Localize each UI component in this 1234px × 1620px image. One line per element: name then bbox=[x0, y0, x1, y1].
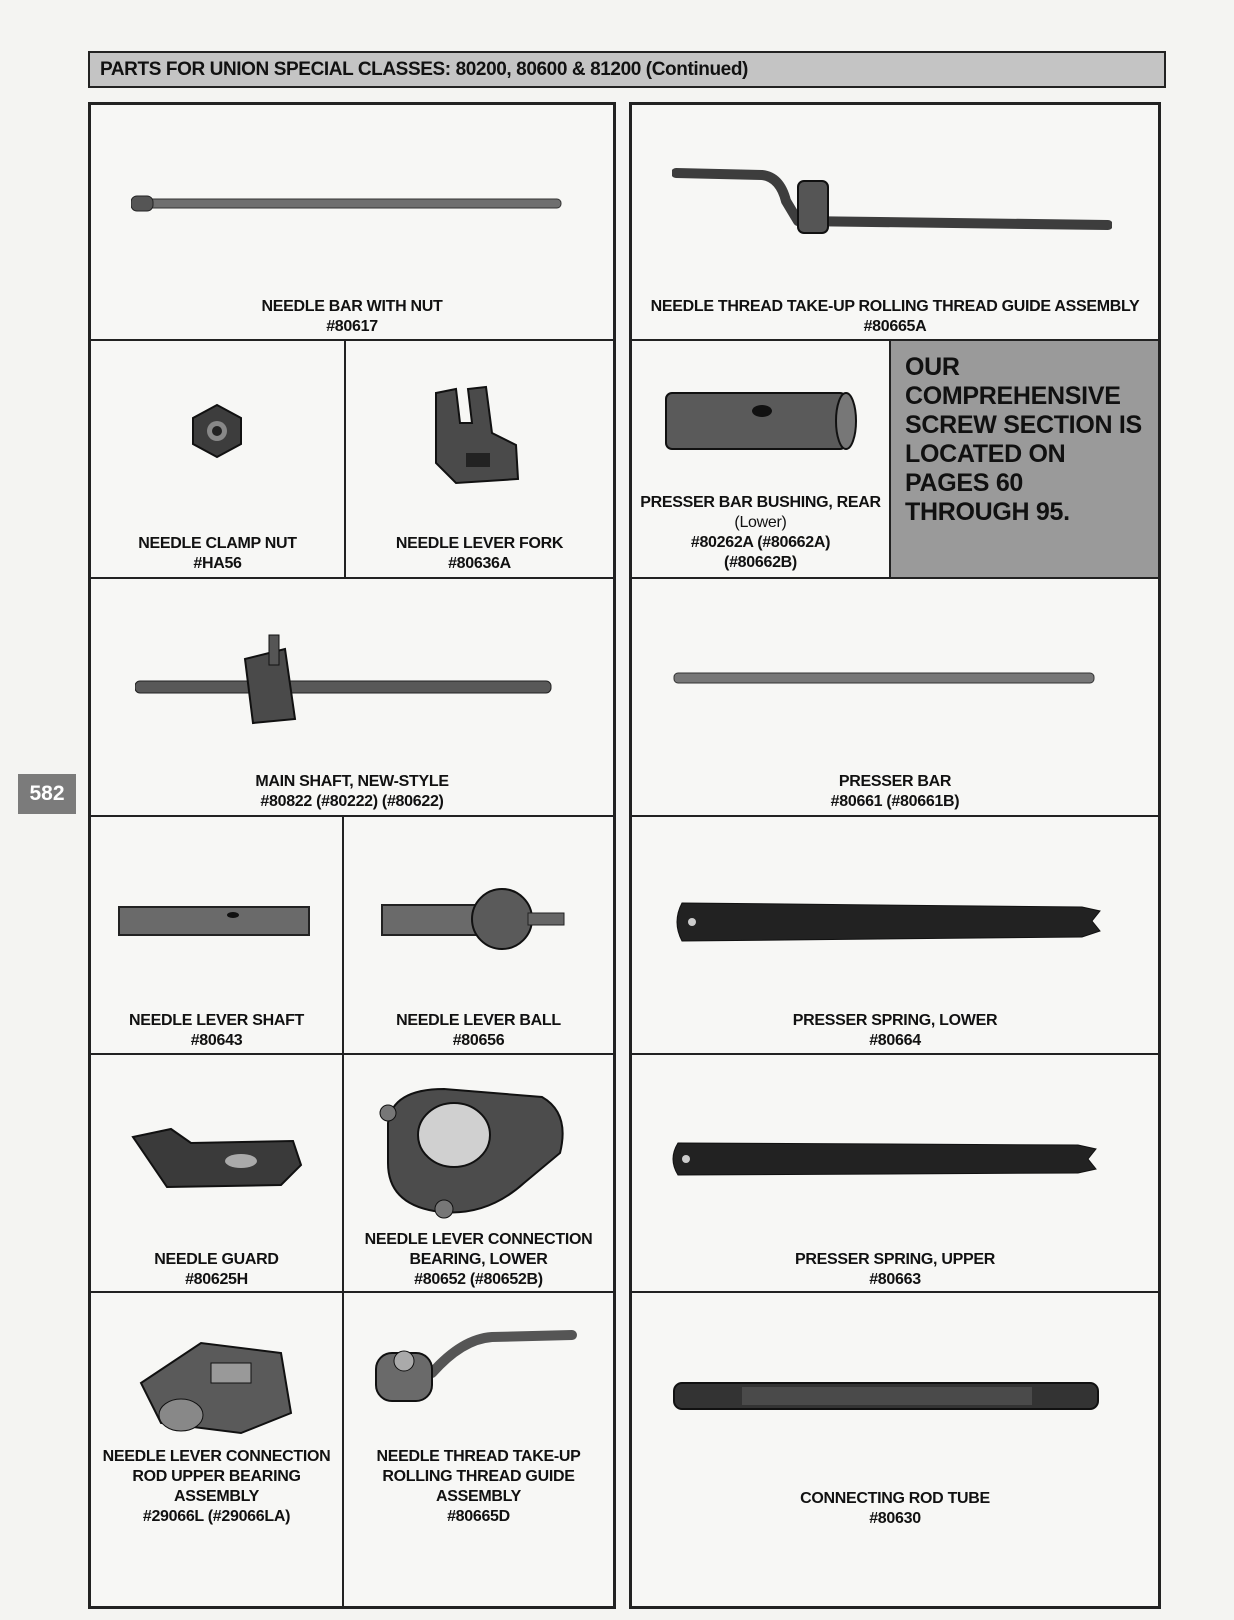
part-presser-spring-lower bbox=[632, 817, 1158, 1053]
caption bbox=[91, 534, 344, 574]
part-name-line: NEEDLE LEVER CONNECTION bbox=[102, 1448, 331, 1465]
lever-fork-image bbox=[426, 383, 536, 493]
needle-guard-image bbox=[131, 1125, 311, 1205]
part-name-line: ROD UPPER BEARING bbox=[132, 1468, 301, 1485]
part-subtitle: (Lower) bbox=[734, 514, 787, 531]
caption bbox=[632, 493, 889, 573]
rod-upper-image bbox=[131, 1323, 301, 1443]
part-number: #29066L (#29066LA) bbox=[142, 1508, 291, 1525]
part-number: #HA56 bbox=[193, 555, 242, 572]
page-number-tab bbox=[18, 774, 76, 814]
part-number: #80262A (#80662A) bbox=[690, 534, 831, 551]
part-number: #80665A bbox=[863, 318, 927, 335]
part-presser-bar bbox=[632, 579, 1158, 815]
part-number: #80661 (#80661B) bbox=[830, 793, 960, 810]
part-number: #80664 bbox=[869, 1032, 921, 1049]
part-number: #80630 bbox=[869, 1510, 921, 1527]
part-name: PRESSER BAR BUSHING, REAR bbox=[640, 494, 881, 511]
part-connecting-rod-tube bbox=[632, 1293, 1158, 1609]
part-name: NEEDLE GUARD bbox=[154, 1251, 279, 1268]
part-number: #80625H bbox=[185, 1271, 248, 1288]
take-up-guide-d-image bbox=[372, 1325, 582, 1415]
needle-bar-image bbox=[131, 189, 571, 219]
part-name-line: ASSEMBLY bbox=[435, 1488, 522, 1505]
page-header bbox=[88, 51, 1166, 88]
caption bbox=[91, 1250, 342, 1290]
part-needle-clamp-nut bbox=[91, 341, 344, 577]
caption bbox=[344, 1011, 613, 1051]
promo-line: PAGES 60 bbox=[905, 469, 1024, 497]
lever-ball-image bbox=[380, 883, 570, 953]
promo-line: COMPREHENSIVE bbox=[905, 382, 1121, 410]
part-name: CONNECTING ROD TUBE bbox=[800, 1490, 990, 1507]
part-name: PRESSER BAR bbox=[838, 773, 952, 790]
part-main-shaft bbox=[91, 579, 613, 815]
caption bbox=[632, 772, 1158, 812]
page-number: 582 bbox=[29, 782, 65, 805]
right-parts-column bbox=[629, 102, 1161, 1609]
main-shaft-image bbox=[135, 629, 555, 729]
part-number: #80665D bbox=[447, 1508, 510, 1525]
left-parts-column bbox=[88, 102, 616, 1609]
promo-line: SCREW SECTION IS bbox=[905, 411, 1142, 439]
clamp-nut-image bbox=[187, 401, 247, 461]
promo-line: LOCATED ON bbox=[905, 440, 1066, 468]
part-connection-bearing-lower bbox=[344, 1055, 613, 1291]
caption bbox=[91, 772, 613, 812]
caption bbox=[632, 297, 1158, 337]
caption bbox=[632, 1250, 1158, 1290]
presser-bar-image bbox=[672, 669, 1102, 689]
bearing-lower-image bbox=[374, 1083, 574, 1223]
part-number: #80663 bbox=[869, 1271, 921, 1288]
part-connection-rod-upper bbox=[91, 1293, 342, 1609]
caption bbox=[91, 1011, 342, 1051]
lever-shaft-image bbox=[117, 901, 317, 941]
part-number: #80636A bbox=[448, 555, 511, 572]
part-needle-lever-fork bbox=[346, 341, 613, 577]
caption bbox=[632, 1011, 1158, 1051]
part-name: NEEDLE THREAD TAKE-UP ROLLING THREAD GUIDE ASSEMBLY bbox=[650, 298, 1140, 315]
part-presser-bar-bushing bbox=[632, 341, 889, 577]
part-name: NEEDLE BAR WITH NUT bbox=[261, 298, 443, 315]
part-number: #80652 (#80652B) bbox=[414, 1271, 543, 1288]
part-needle-guard bbox=[91, 1055, 342, 1291]
caption bbox=[344, 1447, 613, 1527]
caption bbox=[91, 297, 613, 337]
caption bbox=[346, 534, 613, 574]
part-take-up-guide-a bbox=[632, 105, 1158, 339]
spring-lower-image bbox=[672, 897, 1102, 947]
screw-section-promo bbox=[891, 341, 1158, 577]
part-name: MAIN SHAFT, NEW-STYLE bbox=[255, 773, 449, 790]
rod-tube-image bbox=[672, 1377, 1102, 1417]
promo-line: THROUGH 95. bbox=[905, 498, 1070, 526]
bushing-image bbox=[662, 387, 862, 457]
part-name: NEEDLE CLAMP NUT bbox=[138, 535, 297, 552]
caption bbox=[632, 1489, 1158, 1529]
part-name: PRESSER SPRING, UPPER bbox=[795, 1251, 995, 1268]
part-needle-lever-shaft bbox=[91, 817, 342, 1053]
part-name-line: BEARING, LOWER bbox=[409, 1251, 548, 1268]
caption bbox=[91, 1447, 342, 1527]
part-number: #80656 bbox=[452, 1032, 505, 1049]
part-number-alt: (#80662B) bbox=[724, 554, 797, 571]
part-name-line: ROLLING THREAD GUIDE bbox=[382, 1468, 575, 1485]
part-number: #80822 (#80222) (#80622) bbox=[260, 793, 444, 810]
header-title: PARTS FOR UNION SPECIAL CLASSES: 80200, 80600 & 81200 (Continued) bbox=[100, 58, 748, 80]
take-up-guide-a-image bbox=[672, 161, 1112, 251]
part-presser-spring-upper bbox=[632, 1055, 1158, 1291]
promo-line: OUR bbox=[905, 353, 960, 381]
part-name: NEEDLE LEVER FORK bbox=[395, 535, 564, 552]
caption bbox=[344, 1230, 613, 1290]
part-name: PRESSER SPRING, LOWER bbox=[792, 1012, 998, 1029]
part-name-line: NEEDLE THREAD TAKE-UP bbox=[376, 1448, 581, 1465]
part-number: #80617 bbox=[326, 318, 378, 335]
part-name-line: ASSEMBLY bbox=[173, 1488, 260, 1505]
part-take-up-guide-d bbox=[344, 1293, 613, 1609]
part-needle-bar bbox=[91, 105, 613, 339]
part-name: NEEDLE LEVER SHAFT bbox=[128, 1012, 305, 1029]
spring-upper-image bbox=[668, 1135, 1098, 1185]
part-number: #80643 bbox=[190, 1032, 243, 1049]
part-name: NEEDLE LEVER BALL bbox=[396, 1012, 561, 1029]
part-name-line: NEEDLE LEVER CONNECTION bbox=[364, 1231, 593, 1248]
part-needle-lever-ball bbox=[344, 817, 613, 1053]
